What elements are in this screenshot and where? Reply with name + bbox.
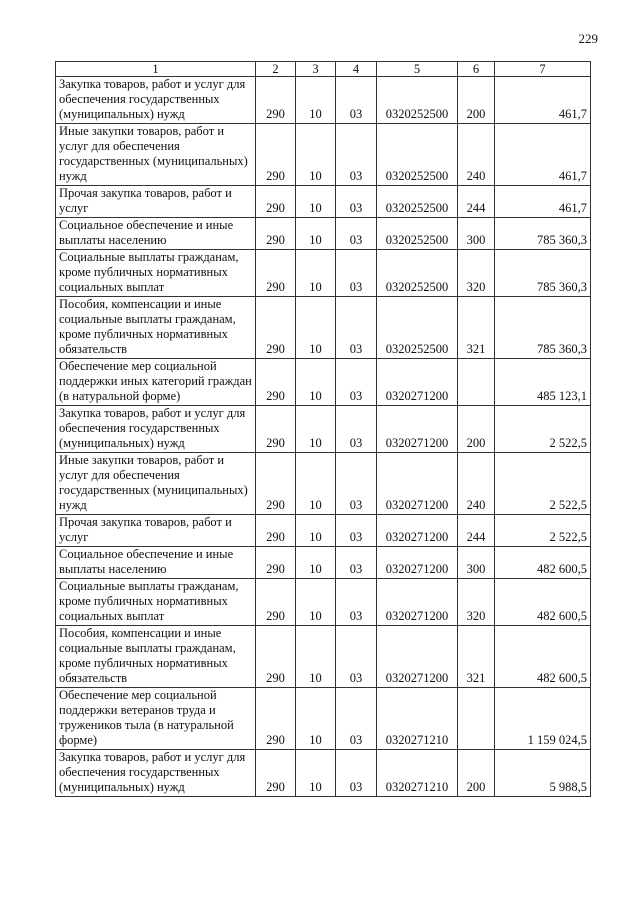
row-name-cell: Закупка товаров, работ и услуг для обеспечения государственных (муниципальных) нужд [56,750,256,797]
row-code-cell: 0320252500 [377,124,458,186]
table-row [56,515,591,547]
row-code-cell: 10 [296,626,336,688]
row-code-cell: 0320271200 [377,579,458,626]
header-cell: 4 [336,62,377,77]
row-code-cell: 03 [336,297,377,359]
row-name-cell: Социальное обеспечение и иные выплаты населению [56,218,256,250]
table-row [56,688,591,750]
row-code-cell: 03 [336,359,377,406]
row-amount-cell: 1 159 024,5 [495,688,591,750]
row-name-cell: Иные закупки товаров, работ и услуг для обеспечения государственных (муниципальных) нужд [56,453,256,515]
row-code-cell: 240 [458,453,495,515]
row-code-cell: 03 [336,186,377,218]
row-code-cell: 0320252500 [377,250,458,297]
row-code-cell: 03 [336,547,377,579]
table-row [56,406,591,453]
row-code-cell: 200 [458,406,495,453]
row-code-cell: 290 [256,626,296,688]
header-cell: 2 [256,62,296,77]
row-code-cell: 10 [296,579,336,626]
row-code-cell: 10 [296,359,336,406]
row-code-cell: 290 [256,750,296,797]
row-name-cell: Социальные выплаты гражданам, кроме публичных нормативных социальных выплат [56,250,256,297]
row-code-cell: 03 [336,453,377,515]
row-amount-cell: 785 360,3 [495,218,591,250]
row-code-cell: 10 [296,186,336,218]
row-code-cell: 0320271210 [377,688,458,750]
row-code-cell: 290 [256,547,296,579]
table-row [56,359,591,406]
row-code-cell [458,688,495,750]
row-code-cell: 0320271200 [377,515,458,547]
row-name-cell: Прочая закупка товаров, работ и услуг [56,515,256,547]
row-code-cell: 290 [256,453,296,515]
row-code-cell: 200 [458,77,495,124]
table-row [56,626,591,688]
row-amount-cell: 482 600,5 [495,547,591,579]
row-code-cell: 244 [458,515,495,547]
row-name-cell: Социальное обеспечение и иные выплаты населению [56,547,256,579]
row-code-cell: 290 [256,297,296,359]
row-code-cell: 10 [296,218,336,250]
table-row [56,579,591,626]
row-amount-cell: 482 600,5 [495,579,591,626]
row-code-cell: 03 [336,515,377,547]
table-row [56,250,591,297]
row-code-cell: 03 [336,218,377,250]
row-code-cell: 300 [458,218,495,250]
row-code-cell: 03 [336,750,377,797]
row-code-cell: 0320252500 [377,297,458,359]
row-code-cell: 10 [296,750,336,797]
row-amount-cell: 482 600,5 [495,626,591,688]
row-code-cell: 03 [336,250,377,297]
row-code-cell: 03 [336,626,377,688]
row-amount-cell: 485 123,1 [495,359,591,406]
table-row [56,547,591,579]
header-cell: 1 [56,62,256,77]
row-code-cell: 290 [256,124,296,186]
row-code-cell: 290 [256,77,296,124]
row-code-cell: 0320252500 [377,186,458,218]
budget-table [55,61,591,797]
row-code-cell: 320 [458,579,495,626]
row-name-cell: Обеспечение мер социальной поддержки иных категорий граждан (в натуральной форме) [56,359,256,406]
row-code-cell: 321 [458,297,495,359]
row-name-cell: Обеспечение мер социальной поддержки ветеранов труда и тружеников тыла (в натуральной форме) [56,688,256,750]
row-code-cell: 03 [336,77,377,124]
header-row [56,62,591,77]
row-code-cell: 200 [458,750,495,797]
row-name-cell: Закупка товаров, работ и услуг для обеспечения государственных (муниципальных) нужд [56,77,256,124]
row-code-cell: 240 [458,124,495,186]
row-code-cell: 03 [336,124,377,186]
row-amount-cell: 785 360,3 [495,250,591,297]
row-code-cell: 0320271200 [377,547,458,579]
row-amount-cell: 2 522,5 [495,453,591,515]
row-code-cell: 10 [296,77,336,124]
row-code-cell: 0320252500 [377,218,458,250]
row-code-cell: 0320252500 [377,77,458,124]
row-name-cell: Пособия, компенсации и иные социальные выплаты гражданам, кроме публичных нормативных обязательств [56,626,256,688]
row-amount-cell: 785 360,3 [495,297,591,359]
table-row [56,124,591,186]
row-name-cell: Прочая закупка товаров, работ и услуг [56,186,256,218]
row-amount-cell: 2 522,5 [495,406,591,453]
row-code-cell: 10 [296,297,336,359]
row-code-cell: 290 [256,250,296,297]
row-code-cell: 10 [296,453,336,515]
table-row [56,77,591,124]
row-code-cell: 290 [256,688,296,750]
row-code-cell: 0320271200 [377,626,458,688]
table-row [56,186,591,218]
row-code-cell: 0320271200 [377,406,458,453]
row-code-cell: 290 [256,579,296,626]
row-name-cell: Социальные выплаты гражданам, кроме публичных нормативных социальных выплат [56,579,256,626]
row-code-cell: 0320271200 [377,453,458,515]
table-row [56,750,591,797]
row-code-cell: 0320271210 [377,750,458,797]
row-code-cell: 03 [336,688,377,750]
row-code-cell: 10 [296,406,336,453]
row-code-cell: 290 [256,406,296,453]
row-code-cell: 10 [296,250,336,297]
row-code-cell: 03 [336,579,377,626]
row-amount-cell: 461,7 [495,124,591,186]
page-number: 229 [578,31,598,46]
row-amount-cell: 2 522,5 [495,515,591,547]
header-cell: 5 [377,62,458,77]
row-code-cell: 10 [296,688,336,750]
header-cell: 7 [495,62,591,77]
row-code-cell: 290 [256,515,296,547]
row-name-cell: Пособия, компенсации и иные социальные выплаты гражданам, кроме публичных нормативных обязательств [56,297,256,359]
table-row [56,453,591,515]
row-code-cell: 244 [458,186,495,218]
row-code-cell [458,359,495,406]
table-row [56,297,591,359]
row-code-cell: 10 [296,547,336,579]
row-name-cell: Закупка товаров, работ и услуг для обеспечения государственных (муниципальных) нужд [56,406,256,453]
row-code-cell: 10 [296,124,336,186]
row-code-cell: 03 [336,406,377,453]
row-amount-cell: 5 988,5 [495,750,591,797]
row-code-cell: 0320271200 [377,359,458,406]
row-name-cell: Иные закупки товаров, работ и услуг для обеспечения государственных (муниципальных) нужд [56,124,256,186]
row-code-cell: 290 [256,218,296,250]
header-cell: 6 [458,62,495,77]
row-code-cell: 290 [256,186,296,218]
row-amount-cell: 461,7 [495,77,591,124]
header-cell: 3 [296,62,336,77]
row-code-cell: 321 [458,626,495,688]
row-code-cell: 10 [296,515,336,547]
row-amount-cell: 461,7 [495,186,591,218]
table-row [56,218,591,250]
row-code-cell: 320 [458,250,495,297]
row-code-cell: 290 [256,359,296,406]
row-code-cell: 300 [458,547,495,579]
